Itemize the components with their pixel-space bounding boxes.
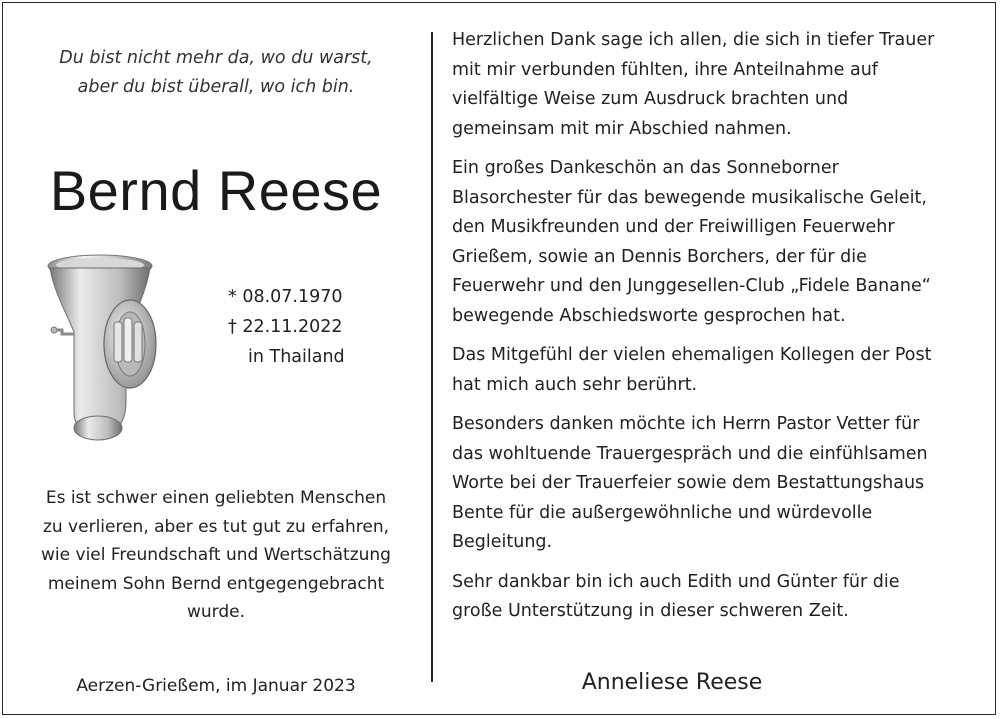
condolence-line: meinem Sohn Bernd entgegengebracht: [47, 573, 385, 594]
thanks-line: Feuerwehr und den Junggesellen-Club „Fidele Banane“: [452, 276, 931, 296]
thanks-line: Herzlichen Dank sage ich allen, die sich in tiefer Trauer: [452, 30, 935, 50]
deceased-name: Bernd Reese: [49, 159, 383, 222]
signature: Anneliese Reese: [581, 670, 763, 695]
thanks-line: Bente für die außergewöhnliche und würdevolle: [452, 502, 873, 523]
thanks-line: vielfältige Weise zum Ausdruck brachten und: [452, 89, 849, 109]
left-column: [0, 0, 432, 719]
thanks-line: Ein großes Dankeschön an das Sonneborner: [452, 158, 839, 178]
thanks-line: bewegende Abschiedsworte gesprochen hat.: [452, 305, 846, 326]
condolence-line: zu verlieren, aber es tut gut zu erfahren,: [42, 516, 390, 537]
thanks-paragraph: [452, 154, 988, 331]
thanks-paragraph: [452, 26, 988, 144]
motto-line: aber du bist überall, wo ich bin.: [77, 77, 355, 97]
condolence-line: wurde.: [186, 602, 246, 622]
thanks-paragraph: [452, 341, 988, 400]
thanks-paragraph: [452, 410, 988, 558]
thanks-column: [452, 26, 988, 637]
thanks-line: Grießem, sowie an Dennis Borchers, der für die: [452, 246, 867, 267]
birth-date: * 08.07.1970: [228, 287, 343, 307]
thanks-line: Sehr dankbar bin ich auch Edith und Günter für die: [452, 571, 900, 592]
thanks-line: Worte bei der Trauerfeier sowie dem Bestattungshaus: [452, 473, 925, 493]
thanks-line: den Musikfreunden und der Freiwilligen Feuerwehr: [452, 217, 895, 237]
life-dates: [228, 282, 368, 372]
motto-line: Du bist nicht mehr da, wo du warst,: [59, 48, 373, 68]
place-date: Aerzen-Grießem, im Januar 2023: [76, 676, 356, 696]
death-place: in Thailand: [248, 347, 345, 367]
thanks-line: Das Mitgefühl der vielen ehemaligen Kollegen der Post: [452, 345, 932, 365]
tuba-icon: [40, 252, 160, 444]
thanks-line: Blasorchester für das bewegende musikalische Geleit,: [452, 187, 927, 208]
thanks-line: gemeinsam mit mir Abschied nahmen.: [452, 118, 792, 139]
thanks-line: Besonders danken möchte ich Herrn Pastor Vetter für: [452, 414, 920, 434]
thanks-line: Begleitung.: [452, 532, 553, 552]
condolence-line: wie viel Freundschaft und Wertschätzung: [41, 545, 391, 565]
thanks-line: hat mich auch sehr berührt.: [452, 374, 698, 395]
condolence-text: [14, 484, 418, 627]
thanks-line: große Unterstützung in dieser schweren Zeit.: [452, 601, 849, 621]
thanks-line: das wohltuende Trauergespräch und die einfühlsamen: [452, 443, 928, 464]
motto-quote: [20, 44, 412, 102]
thanks-line: mit mir verbunden fühlten, ihre Anteilnahme auf: [452, 59, 878, 80]
death-date: † 22.11.2022: [228, 317, 343, 337]
condolence-line: Es ist schwer einen geliebten Menschen: [45, 488, 387, 508]
thanks-paragraph: [452, 568, 988, 627]
